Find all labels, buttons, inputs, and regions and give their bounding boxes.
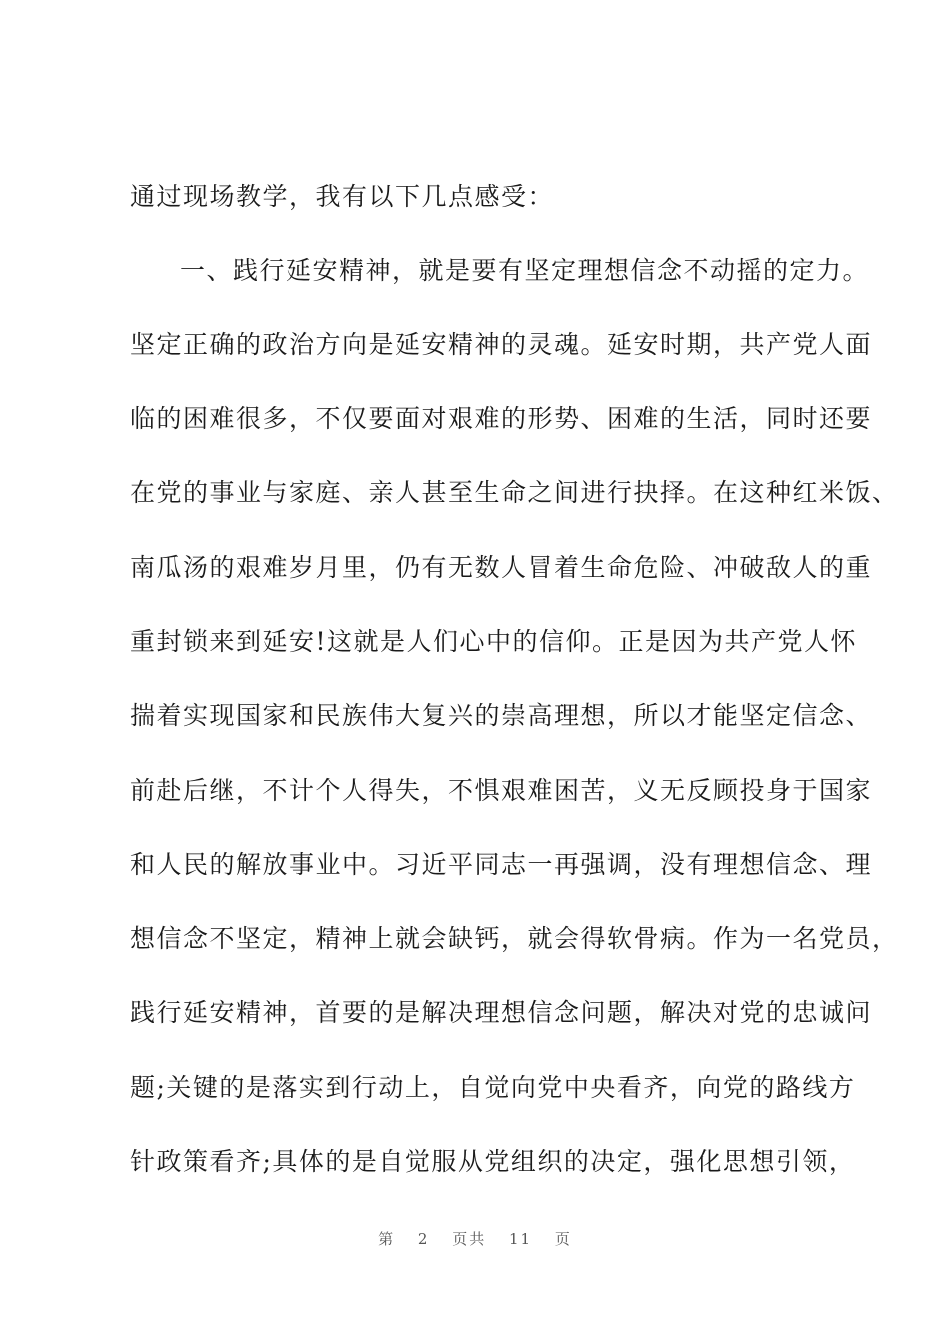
text-line: 和人民的解放事业中。习近平同志一再强调，没有理想信念、理 (130, 850, 873, 879)
text-line: 坚定正确的政治方向是延安精神的灵魂。延安时期，共产党人面 (130, 330, 873, 359)
text-line: 南瓜汤的艰难岁月里，仍有无数人冒着生命危险、冲破敌人的重 (130, 553, 873, 582)
text-line: 通过现场教学，我有以下几点感受： (130, 182, 555, 211)
text-line: 揣着实现国家和民族伟大复兴的崇高理想，所以才能坚定信念、 (130, 701, 873, 730)
page-footer (0, 1228, 950, 1249)
text-line: 临的困难很多，不仅要面对艰难的形势、困难的生活，同时还要 (130, 404, 873, 433)
text-line: 针政策看齐;具体的是自觉服从党组织的决定，强化思想引领， (130, 1147, 856, 1176)
total-pages-number: 11 (509, 1230, 533, 1248)
text-line: 前赴后继，不计个人得失，不惧艰难困苦，义无反顾投身于国家 (130, 776, 873, 805)
footer-middle: 页共 (452, 1230, 487, 1248)
footer-prefix: 第 (378, 1230, 396, 1248)
paragraph-heading: 一、践行延安精神，就是要有坚定理想信念不动摇的定力。 (180, 256, 870, 285)
text-line: 重封锁来到延安!这就是人们心中的信仰。正是因为共产党人怀 (130, 627, 858, 656)
footer-suffix: 页 (554, 1230, 572, 1248)
text-line: 想信念不坚定，精神上就会缺钙，就会得软骨病。作为一名党员， (130, 924, 899, 953)
current-page-number: 2 (417, 1230, 430, 1248)
text-line: 践行延安精神，首要的是解决理想信念问题，解决对党的忠诚问 (130, 998, 873, 1027)
text-line: 题;关键的是落实到行动上，自觉向党中央看齐，向党的路线方 (130, 1073, 856, 1102)
text-line: 在党的事业与家庭、亲人甚至生命之间进行抉择。在这种红米饭、 (130, 478, 899, 507)
